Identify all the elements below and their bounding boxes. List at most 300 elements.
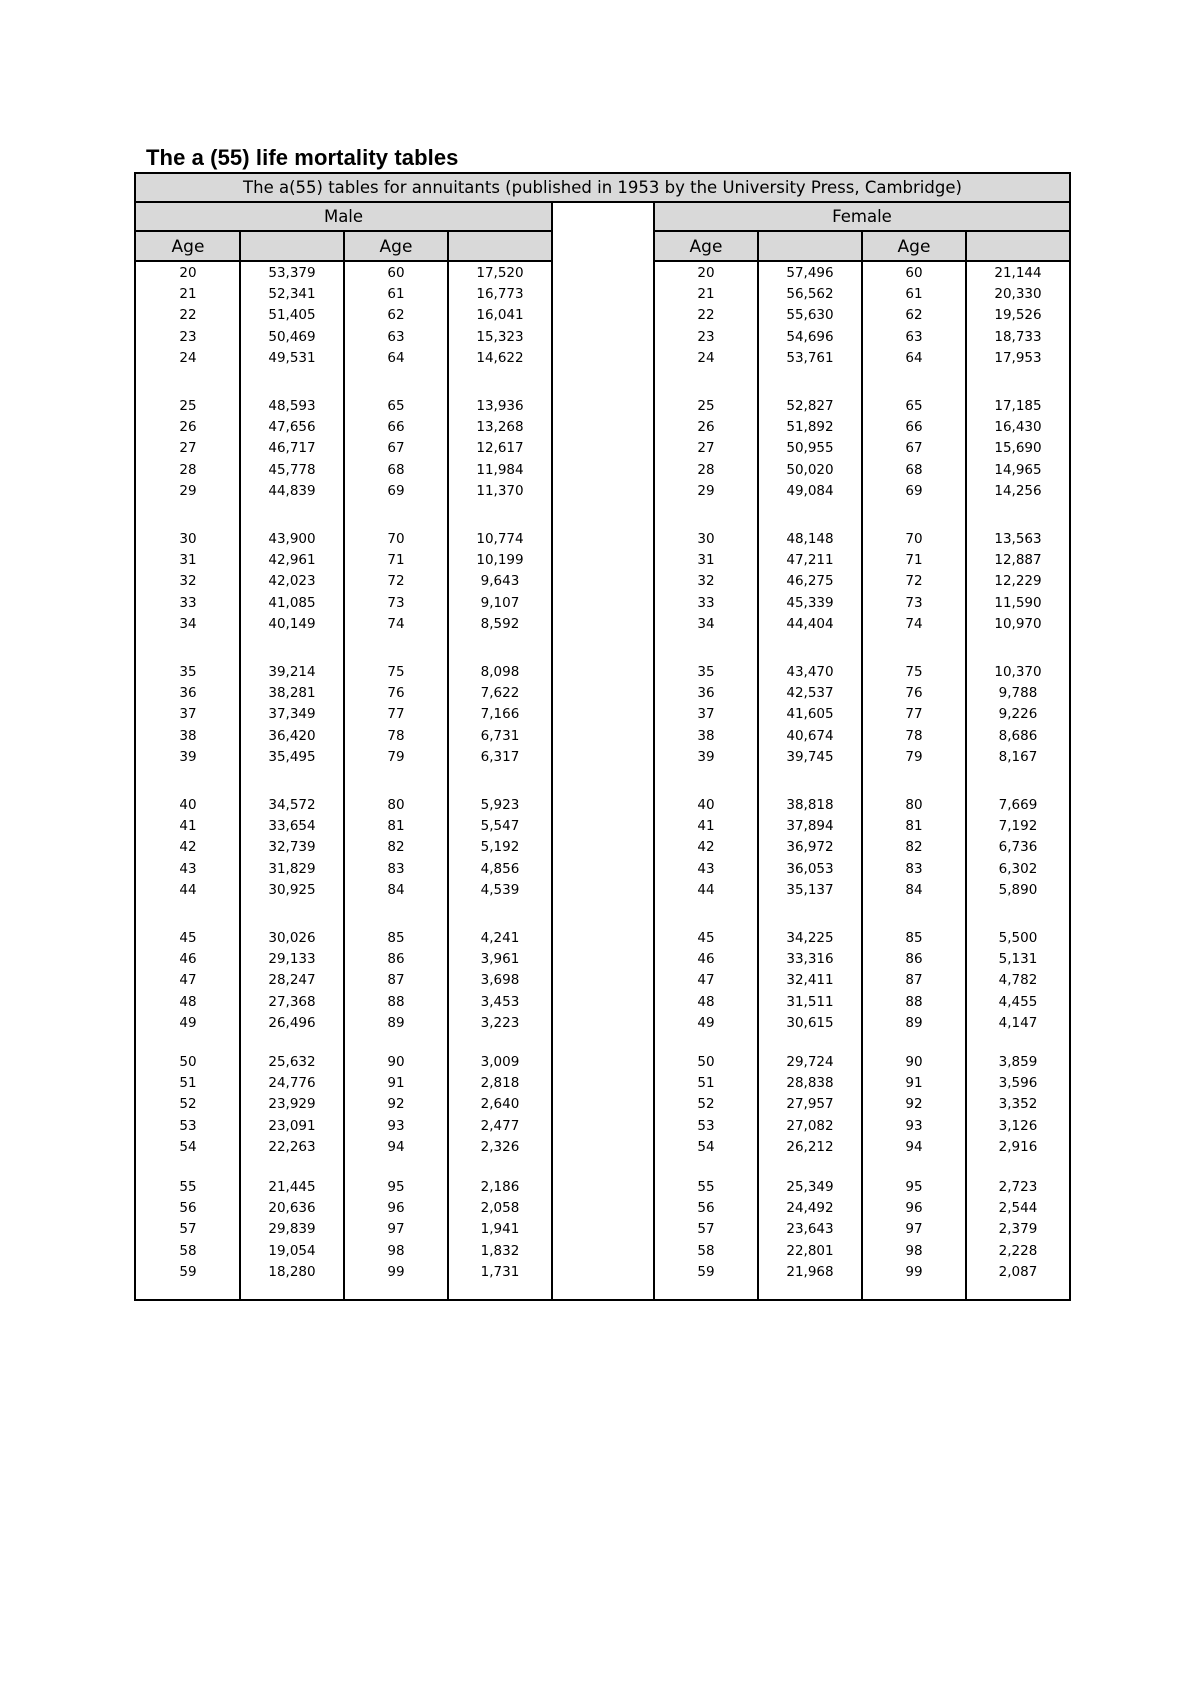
male-lx-2-cell: 14,622	[476, 349, 524, 366]
male-lx-2-cell: 3,961	[480, 951, 520, 968]
female-lx-2-cell: 10,970	[994, 615, 1042, 632]
male-age-2-cell: 89	[387, 1014, 405, 1031]
male-lx-2-cell: 1,832	[480, 1242, 520, 1259]
male-age-2-cell: 66	[387, 419, 405, 436]
female-lx-2-cell: 2,723	[998, 1179, 1038, 1195]
female-lx-cell: 41,605	[786, 706, 834, 723]
female-lx-cell: 43,470	[786, 664, 834, 680]
male-lx-cell: 42,023	[268, 573, 316, 590]
female-age-2-cell: 62	[905, 307, 923, 324]
male-lx-2-cell: 3,223	[480, 1014, 520, 1031]
female-lx-cell: 36,972	[786, 839, 834, 856]
male-lx-2-cell: 2,326	[480, 1138, 520, 1155]
female-lx-cell: 35,137	[786, 881, 834, 898]
female-age-2-cell: 96	[905, 1200, 923, 1217]
female-age-cell: 23	[697, 328, 715, 345]
female-age-2-cell: 80	[905, 797, 923, 813]
female-section-header: Female	[653, 203, 1069, 232]
female-age-cell: 47	[697, 972, 715, 989]
female-lx-2-cell: 2,916	[998, 1138, 1038, 1155]
female-lx-cell: 21,968	[786, 1263, 834, 1280]
female-lx-cell: 34,225	[786, 930, 834, 946]
male-lx-cell: 43,900	[268, 531, 316, 547]
female-age-2-cell: 73	[905, 594, 923, 611]
male-age-header-1: Age	[171, 237, 205, 257]
male-lx-cell: 37,349	[268, 706, 316, 723]
male-lx-cell: 23,929	[268, 1096, 316, 1113]
female-lx-2-cell: 2,544	[998, 1200, 1038, 1217]
male-lx-cell: 47,656	[268, 419, 316, 436]
female-lx-cell: 22,801	[786, 1242, 834, 1259]
male-lx-2-cell: 1,731	[480, 1263, 520, 1280]
male-age-2-cell: 92	[387, 1096, 405, 1113]
male-lx-cell: 46,717	[268, 440, 316, 457]
female-age-cell: 39	[697, 748, 715, 765]
male-age-cell: 47	[179, 972, 197, 989]
female-lx-cell: 55,630	[786, 307, 834, 324]
female-age-2-cell: 71	[905, 552, 923, 569]
male-lx-cell: 39,214	[268, 664, 316, 680]
female-lx-cell: 27,082	[786, 1117, 834, 1134]
male-age-header-2: Age	[379, 237, 413, 257]
male-lx-2-cell: 11,370	[476, 482, 524, 499]
male-age-cell: 42	[179, 839, 197, 856]
male-age-2-cell: 81	[387, 818, 405, 835]
female-age-cell: 38	[697, 727, 715, 744]
male-lx-2-cell: 11,984	[476, 461, 524, 478]
male-lx-2-cell: 16,041	[476, 307, 524, 324]
male-age-2-cell: 82	[387, 839, 405, 856]
female-age-cell: 25	[697, 398, 715, 414]
male-age-2-cell: 95	[387, 1179, 405, 1195]
female-age-cell: 51	[697, 1075, 715, 1092]
male-lx-2-cell: 5,192	[480, 839, 520, 856]
female-lx-cell: 32,411	[786, 972, 834, 989]
female-age-cell: 35	[697, 664, 715, 680]
male-age-2-cell: 74	[387, 615, 405, 632]
female-lx-2-cell: 2,228	[998, 1242, 1038, 1259]
female-age-2-cell: 76	[905, 685, 923, 702]
female-age-cell: 54	[697, 1138, 715, 1155]
female-lx-cell: 47,211	[786, 552, 834, 569]
male-age-cell: 39	[179, 748, 197, 765]
female-age-cell: 45	[697, 930, 715, 946]
female-age-2-cell: 93	[905, 1117, 923, 1134]
female-lx-2-cell: 9,226	[998, 706, 1038, 723]
female-age-cell: 32	[697, 573, 715, 590]
male-age-2-cell: 88	[387, 993, 405, 1010]
male-age-cell: 32	[179, 573, 197, 590]
female-age-2-cell: 83	[905, 860, 923, 877]
male-age-2-cell: 68	[387, 461, 405, 478]
male-age-2-cell: 80	[387, 797, 405, 813]
male-age-2-cell: 79	[387, 748, 405, 765]
male-age-cell: 50	[179, 1054, 197, 1070]
female-age-cell: 46	[697, 951, 715, 968]
male-age-cell: 58	[179, 1242, 197, 1259]
female-lx-2-cell: 8,686	[998, 727, 1038, 744]
female-lx-cell: 52,827	[786, 398, 834, 414]
male-age-cell: 20	[179, 265, 197, 281]
male-age-cell: 34	[179, 615, 197, 632]
male-age-2-cell: 73	[387, 594, 405, 611]
male-age-2-cell: 76	[387, 685, 405, 702]
male-lx-cell: 21,445	[268, 1179, 316, 1195]
female-age-2-cell: 67	[905, 440, 923, 457]
male-age-2-cell: 62	[387, 307, 405, 324]
male-lx-cell: 36,420	[268, 727, 316, 744]
male-lx-cell: 23,091	[268, 1117, 316, 1134]
female-lx-2-cell: 3,352	[998, 1096, 1038, 1113]
female-age-cell: 31	[697, 552, 715, 569]
male-section-header: Male	[136, 203, 553, 232]
female-lx-2-cell: 16,430	[994, 419, 1042, 436]
male-lx-2-cell: 3,009	[480, 1054, 520, 1070]
female-lx-cell: 25,349	[786, 1179, 834, 1195]
female-age-2-cell: 78	[905, 727, 923, 744]
male-age-cell: 43	[179, 860, 197, 877]
female-lx-2-cell: 20,330	[994, 286, 1042, 303]
male-age-cell: 31	[179, 552, 197, 569]
male-age-cell: 41	[179, 818, 197, 835]
female-lx-2-cell: 12,887	[994, 552, 1042, 569]
female-age-2-cell: 63	[905, 328, 923, 345]
male-age-cell: 46	[179, 951, 197, 968]
male-lx-2-cell: 3,453	[480, 993, 520, 1010]
female-lx-cell: 54,696	[786, 328, 834, 345]
male-lx-2-cell: 8,592	[480, 615, 520, 632]
female-age-cell: 37	[697, 706, 715, 723]
female-age-cell: 29	[697, 482, 715, 499]
male-lx-2-cell: 5,923	[480, 797, 520, 813]
female-age-cell: 50	[697, 1054, 715, 1070]
female-age-cell: 41	[697, 818, 715, 835]
male-lx-2-cell: 4,856	[480, 860, 520, 877]
male-lx-2-cell: 4,539	[480, 881, 520, 898]
male-age-cell: 38	[179, 727, 197, 744]
male-lx-cell: 45,778	[268, 461, 316, 478]
female-lx-cell: 29,724	[786, 1054, 834, 1070]
male-lx-2-cell: 6,731	[480, 727, 520, 744]
male-age-2-cell: 93	[387, 1117, 405, 1134]
male-lx-cell: 26,496	[268, 1014, 316, 1031]
female-age-cell: 52	[697, 1096, 715, 1113]
female-age-header-2: Age	[897, 237, 931, 257]
female-lx-2-cell: 5,890	[998, 881, 1038, 898]
female-age-2-cell: 79	[905, 748, 923, 765]
male-age-2-cell: 98	[387, 1242, 405, 1259]
male-age-2-cell: 90	[387, 1054, 405, 1070]
female-lx-2-cell: 13,563	[994, 531, 1042, 547]
female-lx-2-cell: 4,782	[998, 972, 1038, 989]
female-lx-2-cell: 10,370	[994, 664, 1042, 680]
male-lx-cell: 50,469	[268, 328, 316, 345]
male-age-cell: 40	[179, 797, 197, 813]
female-lx-cell: 46,275	[786, 573, 834, 590]
female-lx-cell: 26,212	[786, 1138, 834, 1155]
male-lx-cell: 53,379	[268, 265, 316, 281]
female-age-2-cell: 69	[905, 482, 923, 499]
female-lx-2-cell: 6,302	[998, 860, 1038, 877]
male-lx-2-cell: 1,941	[480, 1221, 520, 1238]
female-lx-2-cell: 3,859	[998, 1054, 1038, 1070]
female-lx-cell: 56,562	[786, 286, 834, 303]
mortality-table	[134, 172, 1071, 1301]
female-age-cell: 33	[697, 594, 715, 611]
male-age-2-cell: 71	[387, 552, 405, 569]
male-age-cell: 27	[179, 440, 197, 457]
male-age-2-cell: 65	[387, 398, 405, 414]
male-lx-cell: 52,341	[268, 286, 316, 303]
male-lx-2-cell: 17,520	[476, 265, 524, 281]
female-age-2-cell: 77	[905, 706, 923, 723]
female-lx-2-cell: 2,379	[998, 1221, 1038, 1238]
male-lx-cell: 44,839	[268, 482, 316, 499]
female-lx-cell: 53,761	[786, 349, 834, 366]
female-age-2-cell: 88	[905, 993, 923, 1010]
male-lx-2-cell: 13,936	[476, 398, 524, 414]
female-lx-2-cell: 17,185	[994, 398, 1042, 414]
male-lx-cell: 27,368	[268, 993, 316, 1010]
female-age-cell: 27	[697, 440, 715, 457]
female-age-cell: 28	[697, 461, 715, 478]
female-lx-cell: 57,496	[786, 265, 834, 281]
male-lx-cell: 25,632	[268, 1054, 316, 1070]
male-age-2-cell: 99	[387, 1263, 405, 1280]
female-age-header-1: Age	[689, 237, 723, 257]
female-age-cell: 55	[697, 1179, 715, 1195]
female-age-2-cell: 81	[905, 818, 923, 835]
female-age-2-cell: 94	[905, 1138, 923, 1155]
male-age-cell: 51	[179, 1075, 197, 1092]
male-age-2-cell: 83	[387, 860, 405, 877]
male-lx-cell: 51,405	[268, 307, 316, 324]
male-age-cell: 52	[179, 1096, 197, 1113]
female-lx-cell: 30,615	[786, 1014, 834, 1031]
female-lx-2-cell: 14,256	[994, 482, 1042, 499]
female-age-cell: 58	[697, 1242, 715, 1259]
female-lx-cell: 38,818	[786, 797, 834, 813]
female-lx-2-cell: 5,500	[998, 930, 1038, 946]
female-age-cell: 34	[697, 615, 715, 632]
male-lx-2-cell: 9,107	[480, 594, 520, 611]
female-age-2-cell: 75	[905, 664, 923, 680]
male-lx-cell: 35,495	[268, 748, 316, 765]
male-lx-2-cell: 7,622	[480, 685, 520, 702]
female-age-2-cell: 89	[905, 1014, 923, 1031]
male-lx-2-cell: 2,640	[480, 1096, 520, 1113]
male-age-cell: 21	[179, 286, 197, 303]
female-lx-cell: 42,537	[786, 685, 834, 702]
male-age-cell: 30	[179, 531, 197, 547]
male-lx-2-cell: 5,547	[480, 818, 520, 835]
female-lx-cell: 37,894	[786, 818, 834, 835]
female-lx-2-cell: 11,590	[994, 594, 1042, 611]
male-lx-cell: 32,739	[268, 839, 316, 856]
female-age-2-cell: 85	[905, 930, 923, 946]
male-age-cell: 49	[179, 1014, 197, 1031]
male-age-2-cell: 78	[387, 727, 405, 744]
female-lx-2-cell: 4,455	[998, 993, 1038, 1010]
male-lx-cell: 29,839	[268, 1221, 316, 1238]
male-age-2-cell: 84	[387, 881, 405, 898]
female-age-cell: 44	[697, 881, 715, 898]
female-age-2-cell: 95	[905, 1179, 923, 1195]
male-lx-2-cell: 10,774	[476, 531, 524, 547]
male-age-cell: 33	[179, 594, 197, 611]
male-age-2-cell: 69	[387, 482, 405, 499]
female-lx-cell: 27,957	[786, 1096, 834, 1113]
male-age-cell: 23	[179, 328, 197, 345]
male-age-2-cell: 86	[387, 951, 405, 968]
female-age-2-cell: 64	[905, 349, 923, 366]
female-age-2-cell: 72	[905, 573, 923, 590]
female-lx-2-cell: 3,596	[998, 1075, 1038, 1092]
female-age-2-cell: 66	[905, 419, 923, 436]
male-age-cell: 26	[179, 419, 197, 436]
male-age-2-cell: 70	[387, 531, 405, 547]
female-lx-2-cell: 14,965	[994, 461, 1042, 478]
female-lx-cell: 50,955	[786, 440, 834, 457]
female-lx-cell: 44,404	[786, 615, 834, 632]
male-age-2-cell: 91	[387, 1075, 405, 1092]
female-lx-2-cell: 12,229	[994, 573, 1042, 590]
male-lx-2-cell: 2,818	[480, 1075, 520, 1092]
male-lx-cell: 22,263	[268, 1138, 316, 1155]
male-lx-2-cell: 12,617	[476, 440, 524, 457]
male-age-cell: 56	[179, 1200, 197, 1217]
female-age-cell: 49	[697, 1014, 715, 1031]
female-lx-cell: 23,643	[786, 1221, 834, 1238]
female-lx-2-cell: 18,733	[994, 328, 1042, 345]
female-lx-2-cell: 7,669	[998, 797, 1038, 813]
female-lx-cell: 31,511	[786, 993, 834, 1010]
male-age-cell: 25	[179, 398, 197, 414]
female-age-cell: 36	[697, 685, 715, 702]
female-lx-cell: 24,492	[786, 1200, 834, 1217]
male-lx-2-cell: 3,698	[480, 972, 520, 989]
female-lx-2-cell: 2,087	[998, 1263, 1038, 1280]
female-age-cell: 48	[697, 993, 715, 1010]
male-age-2-cell: 60	[387, 265, 405, 281]
male-lx-cell: 20,636	[268, 1200, 316, 1217]
table-subtitle: The a(55) tables for annuitants (published in 1953 by the University Press, Cambridge)	[136, 174, 1069, 203]
male-age-cell: 44	[179, 881, 197, 898]
female-lx-cell: 45,339	[786, 594, 834, 611]
male-lx-cell: 19,054	[268, 1242, 316, 1259]
male-age-2-cell: 94	[387, 1138, 405, 1155]
male-age-cell: 55	[179, 1179, 197, 1195]
female-lx-cell: 28,838	[786, 1075, 834, 1092]
male-age-cell: 22	[179, 307, 197, 324]
female-lx-cell: 48,148	[786, 531, 834, 547]
female-age-cell: 30	[697, 531, 715, 547]
male-lx-cell: 28,247	[268, 972, 316, 989]
male-age-cell: 29	[179, 482, 197, 499]
female-age-2-cell: 74	[905, 615, 923, 632]
male-age-2-cell: 77	[387, 706, 405, 723]
female-age-cell: 56	[697, 1200, 715, 1217]
female-age-cell: 22	[697, 307, 715, 324]
female-age-cell: 42	[697, 839, 715, 856]
male-lx-2-cell: 15,323	[476, 328, 524, 345]
male-lx-cell: 18,280	[268, 1263, 316, 1280]
male-lx-2-cell: 9,643	[480, 573, 520, 590]
female-age-2-cell: 82	[905, 839, 923, 856]
male-lx-cell: 42,961	[268, 552, 316, 569]
female-age-cell: 57	[697, 1221, 715, 1238]
female-lx-cell: 39,745	[786, 748, 834, 765]
female-age-2-cell: 86	[905, 951, 923, 968]
male-age-2-cell: 61	[387, 286, 405, 303]
male-lx-2-cell: 2,186	[480, 1179, 520, 1195]
female-age-cell: 53	[697, 1117, 715, 1134]
male-lx-2-cell: 13,268	[476, 419, 524, 436]
male-lx-cell: 31,829	[268, 860, 316, 877]
male-age-cell: 54	[179, 1138, 197, 1155]
male-age-2-cell: 67	[387, 440, 405, 457]
male-lx-2-cell: 16,773	[476, 286, 524, 303]
male-age-2-cell: 87	[387, 972, 405, 989]
female-age-2-cell: 70	[905, 531, 923, 547]
female-lx-2-cell: 5,131	[998, 951, 1038, 968]
male-lx-2-cell: 10,199	[476, 552, 524, 569]
female-lx-cell: 33,316	[786, 951, 834, 968]
male-lx-2-cell: 7,166	[480, 706, 520, 723]
male-age-2-cell: 72	[387, 573, 405, 590]
female-lx-cell: 40,674	[786, 727, 834, 744]
female-lx-2-cell: 19,526	[994, 307, 1042, 324]
male-lx-cell: 38,281	[268, 685, 316, 702]
female-age-2-cell: 92	[905, 1096, 923, 1113]
female-age-2-cell: 84	[905, 881, 923, 898]
female-lx-2-cell: 17,953	[994, 349, 1042, 366]
male-lx-cell: 48,593	[268, 398, 316, 414]
male-age-2-cell: 75	[387, 664, 405, 680]
male-age-2-cell: 64	[387, 349, 405, 366]
male-age-2-cell: 97	[387, 1221, 405, 1238]
male-lx-cell: 40,149	[268, 615, 316, 632]
male-lx-2-cell: 2,477	[480, 1117, 520, 1134]
female-age-cell: 26	[697, 419, 715, 436]
male-lx-2-cell: 8,098	[480, 664, 520, 680]
male-age-cell: 24	[179, 349, 197, 366]
female-age-2-cell: 90	[905, 1054, 923, 1070]
male-lx-cell: 30,026	[268, 930, 316, 946]
male-lx-cell: 30,925	[268, 881, 316, 898]
male-age-cell: 36	[179, 685, 197, 702]
female-age-cell: 40	[697, 797, 715, 813]
male-lx-cell: 29,133	[268, 951, 316, 968]
female-lx-cell: 51,892	[786, 419, 834, 436]
male-age-cell: 59	[179, 1263, 197, 1280]
male-lx-2-cell: 4,241	[480, 930, 520, 946]
male-lx-cell: 33,654	[268, 818, 316, 835]
male-age-2-cell: 63	[387, 328, 405, 345]
male-age-cell: 37	[179, 706, 197, 723]
male-age-cell: 57	[179, 1221, 197, 1238]
female-lx-2-cell: 7,192	[998, 818, 1038, 835]
female-age-2-cell: 65	[905, 398, 923, 414]
female-age-2-cell: 91	[905, 1075, 923, 1092]
female-age-2-cell: 97	[905, 1221, 923, 1238]
female-lx-2-cell: 9,788	[998, 685, 1038, 702]
female-lx-cell: 36,053	[786, 860, 834, 877]
female-lx-2-cell: 15,690	[994, 440, 1042, 457]
female-age-cell: 21	[697, 286, 715, 303]
male-age-2-cell: 85	[387, 930, 405, 946]
male-age-cell: 45	[179, 930, 197, 946]
